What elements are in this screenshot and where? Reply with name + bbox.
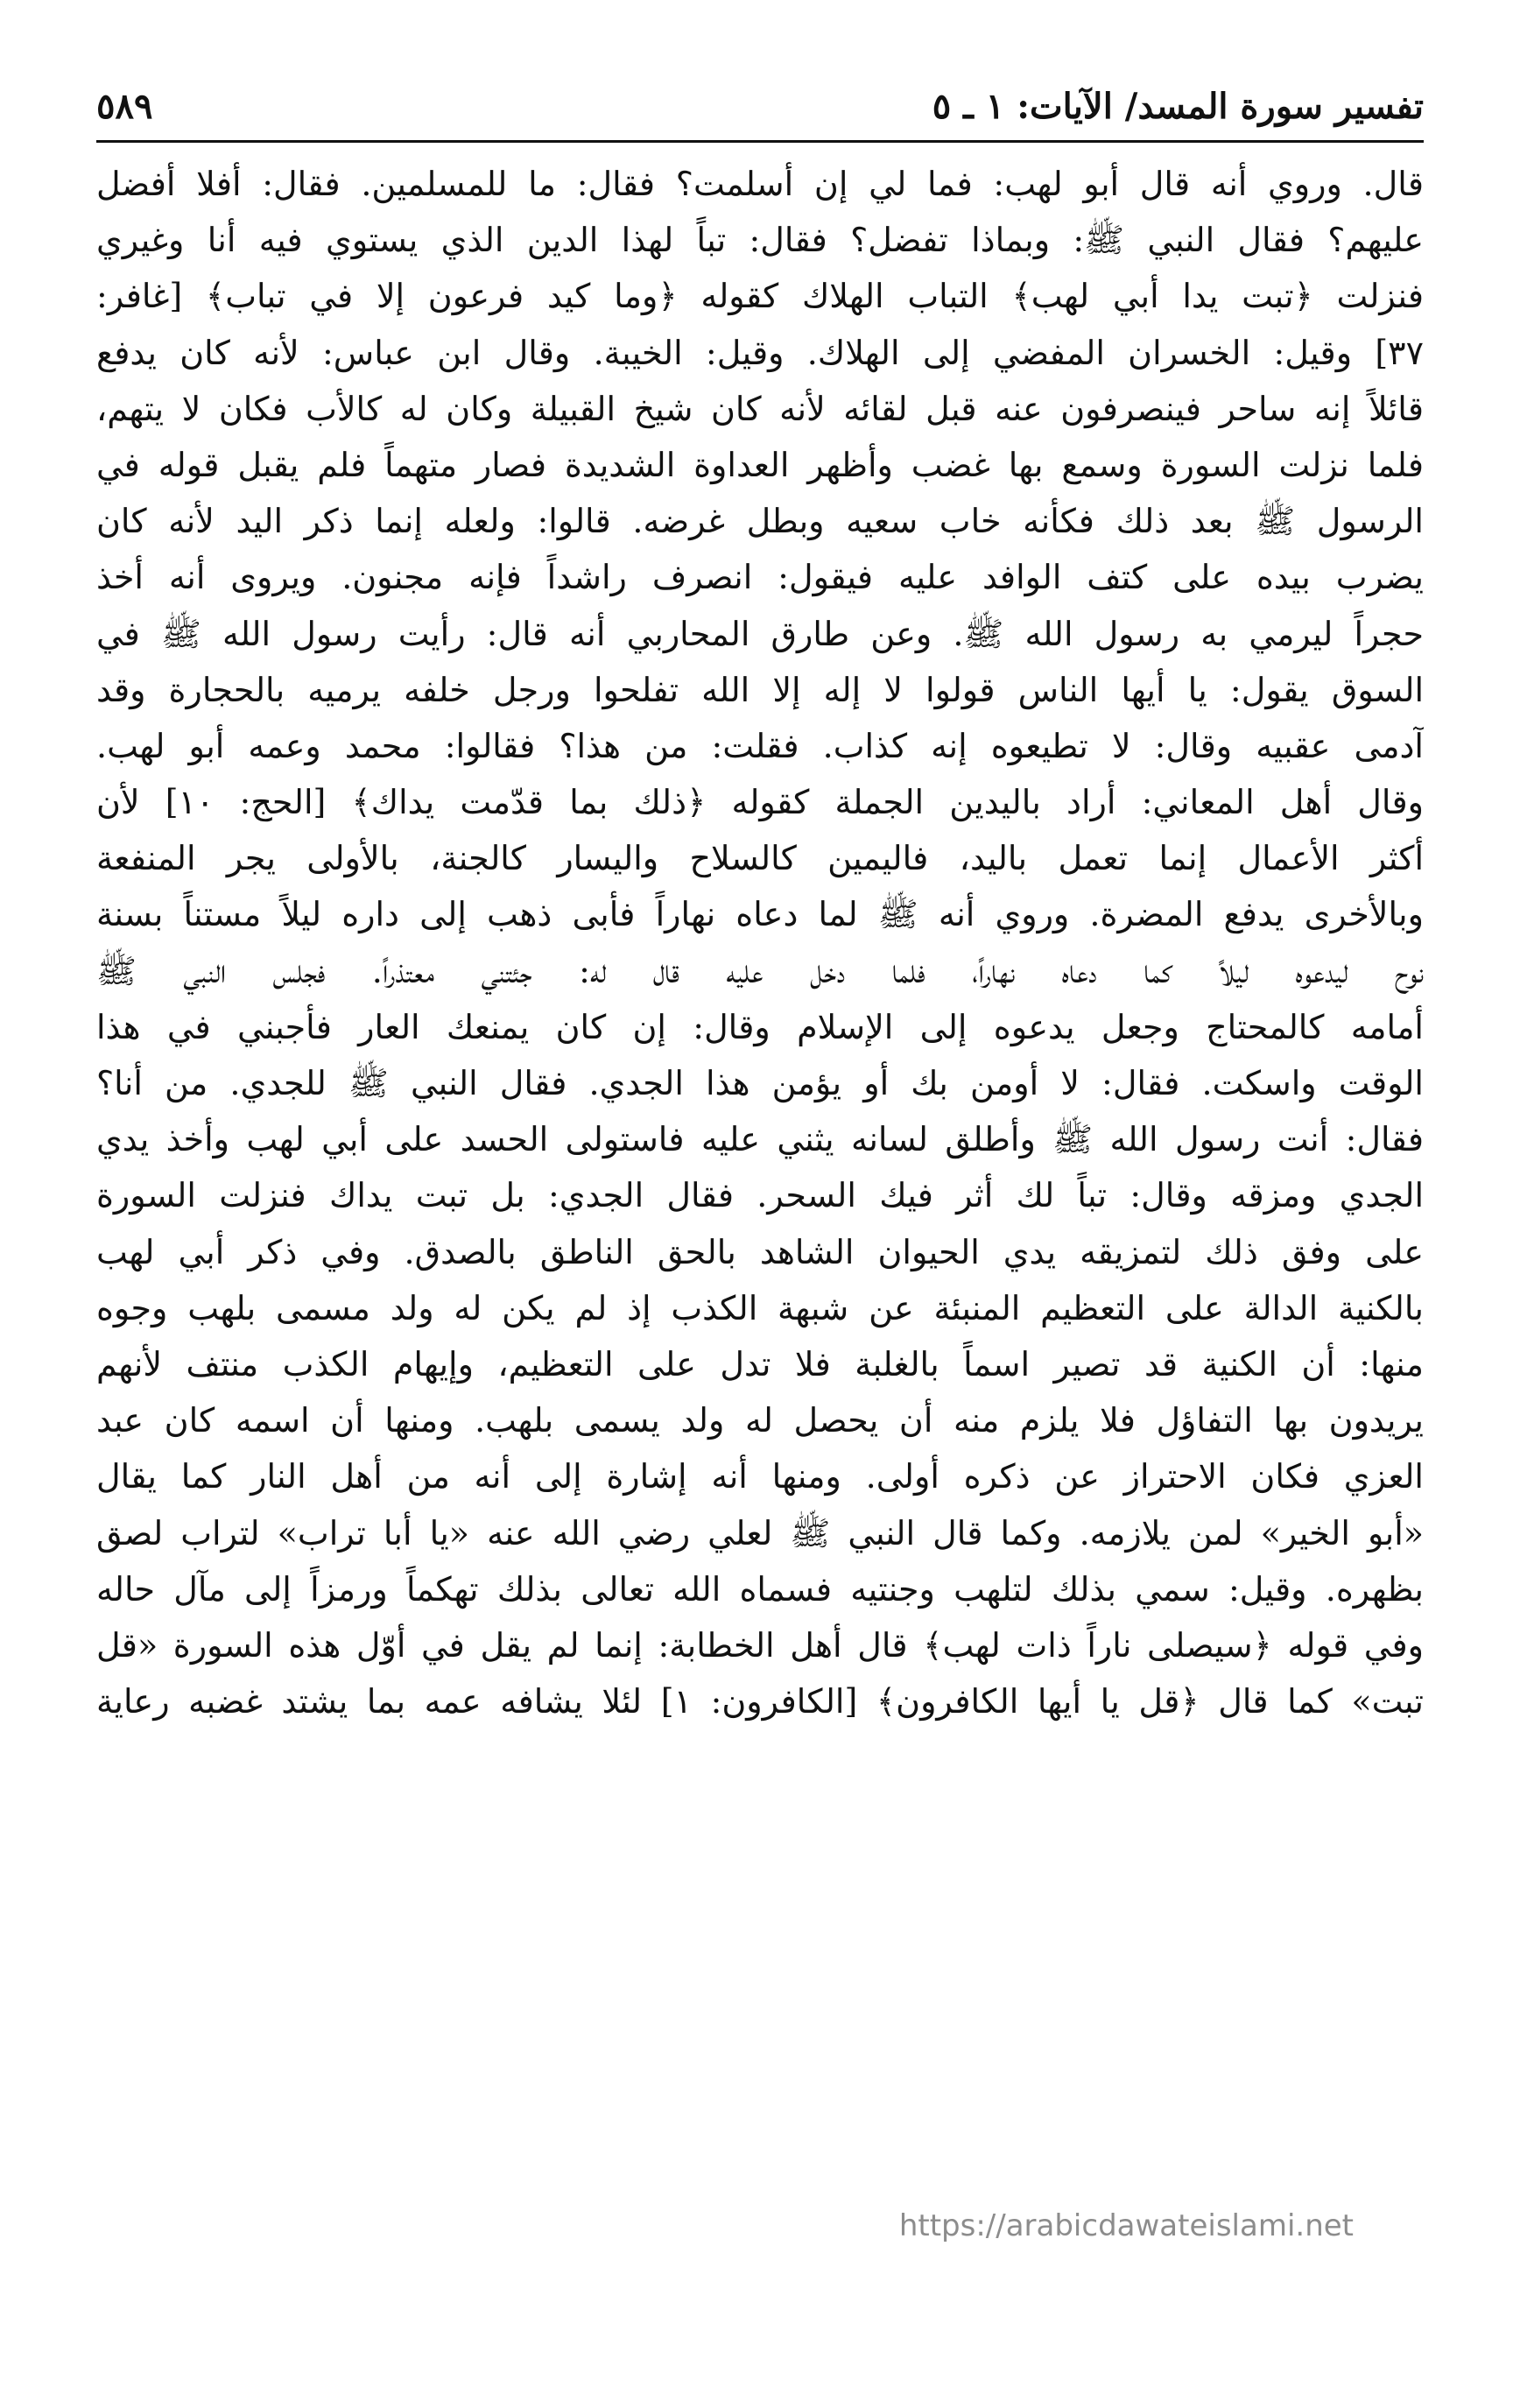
- text-line: فنزلت ﴿تبت يدا أبي لهب﴾ التباب الهلاك كقوله ﴿وما كيد فرعون إلا في تباب﴾ [غافر:: [96, 277, 1424, 316]
- text-line: وفي قوله ﴿سيصلى ناراً ذات لهب﴾ قال أهل الخطابة: إنما لم يقل في أوّل هذه السورة «قل: [96, 1625, 1424, 1665]
- text-line: آدمى عقبيه وقال: لا تطيعوه إنه كذاب. فقلت: من هذا؟ فقالوا: محمد وعمه أبو لهب.: [96, 726, 1424, 765]
- text-line: بظهره. وقيل: سمي بذلك لتلهب وجنتيه فسماه الله تعالى بذلك تهكماً ورمزاً إلى مآل حاله: [96, 1569, 1424, 1609]
- text-line: قائلاً إنه ساحر فينصرفون عنه قبل لقائه لأنه كان شيخ القبيلة وكان له كالأب فكان لا يتهم،: [96, 389, 1424, 428]
- watermark-url: https://arabicdawateislami.net: [898, 2208, 1354, 2243]
- text-line: الجدي ومزقه وقال: تباً لك أثر فيك السحر. فقال الجدي: بل تبت يداك فنزلت السورة: [96, 1176, 1424, 1215]
- header-rule: [96, 140, 1424, 143]
- text-line: قال. وروي أنه قال أبو لهب: فما لي إن أسلمت؟ فقال: ما للمسلمين. فقال: أفلا أفضل: [96, 165, 1424, 203]
- text-line: «أبو الخير» لمن يلازمه. وكما قال النبي ﷺ لعلي رضي الله عنه «يا أبا تراب» لتراب لصق: [96, 1513, 1424, 1553]
- text-line: منها: أن الكنية قد تصير اسماً بالغلبة فلا تدل على التعظيم، وإيهام الكذب منتف لأنهم: [96, 1344, 1424, 1384]
- text-line: أكثر الأعمال إنما تعمل باليد، فاليمين كالسلاح واليسار كالجنة، بالأولى يجر المنفعة: [96, 839, 1424, 878]
- page-header: [96, 81, 1424, 135]
- page-number: ٥٨٩: [96, 86, 153, 127]
- text-line: نوح ليدعوه ليلاً كما دعاه نهاراً، فلما دخل عليه قال له: جئتني معتذراً. فجلس النبي ﷺ: [96, 951, 1424, 990]
- text-line: السوق يقول: يا أيها الناس قولوا لا إله إلا الله تفلحوا ورجل خلفه يرميه بالحجارة وقد: [96, 670, 1424, 709]
- text-line: الوقت واسكت. فقال: لا أومن بك أو يؤمن هذا الجدي. فقال النبي ﷺ للجدي. من أنا؟: [96, 1064, 1424, 1102]
- text-line: تبت» كما قال ﴿قل يا أيها الكافرون﴾ [الكافرون: ١] لئلا يشافه عمه بما يشتد غضبه رعاية: [96, 1682, 1424, 1722]
- text-line: يضرب بيده على كتف الوافد عليه فيقول: انصرف راشداً فإنه مجنون. ويروى أنه أخذ: [96, 558, 1424, 597]
- text-line: فقال: أنت رسول الله ﷺ وأطلق لسانه يثني عليه فاستولى الحسد على أبي لهب وأخذ يدي: [96, 1120, 1424, 1159]
- text-line: يريدون بها التفاؤل فلا يلزم منه أن يحصل له ولد يسمى بلهب. ومنها أن اسمه كان عبد: [96, 1401, 1424, 1440]
- text-line: عليهم؟ فقال النبي ﷺ: وبماذا تفضل؟ فقال: تباً لهذا الدين الذي يستوي فيه أنا وغيري: [96, 221, 1424, 260]
- text-line: فلما نزلت السورة وسمع بها غضب وأظهر العداوة الشديدة فصار متهماً فلم يقبل قوله في: [96, 445, 1424, 484]
- text-line: وبالأخرى يدفع المضرة. وروي أنه ﷺ لما دعاه نهاراً فأبى ذهب إلى داره ليلاً مستناً بسنة: [96, 895, 1424, 934]
- text-line: العزي فكان الاحتراز عن ذكره أولى. ومنها أنه إشارة إلى أنه من أهل النار كما يقال: [96, 1457, 1424, 1496]
- text-line: على وفق ذلك لتمزيقه يدي الحيوان الشاهد بالحق الناطق بالصدق. وفي ذكر أبي لهب: [96, 1232, 1424, 1271]
- text-line: بالكنية الدالة على التعظيم المنبئة عن شبهة الكذب إذ لم يكن له ولد مسمى بلهب وجوه: [96, 1288, 1424, 1327]
- text-line: حجراً ليرمي به رسول الله ﷺ. وعن طارق المحاربي أنه قال: رأيت رسول الله ﷺ في: [96, 614, 1424, 653]
- text-line: الرسول ﷺ بعد ذلك فكأنه خاب سعيه وبطل غرضه. قالوا: ولعله إنما ذكر اليد لأنه كان: [96, 502, 1424, 541]
- text-line: ٣٧] وقيل: الخسران المفضي إلى الهلاك. وقيل: الخيبة. وقال ابن عباس: لأنه كان يدفع: [96, 333, 1424, 372]
- running-title: تفسير سورة المسد/ الآيات: ١ ـ ٥: [932, 86, 1424, 127]
- body-text: [96, 156, 1424, 1729]
- text-line: وقال أهل المعاني: أراد باليدين الجملة كقوله ﴿ذلك بما قدّمت يداك﴾ [الحج: ١٠] لأن: [96, 783, 1424, 822]
- text-line: أمامه كالمحتاج وجعل يدعوه إلى الإسلام وقال: إن كان يمنعك العار فأجبني في هذا: [96, 1007, 1424, 1046]
